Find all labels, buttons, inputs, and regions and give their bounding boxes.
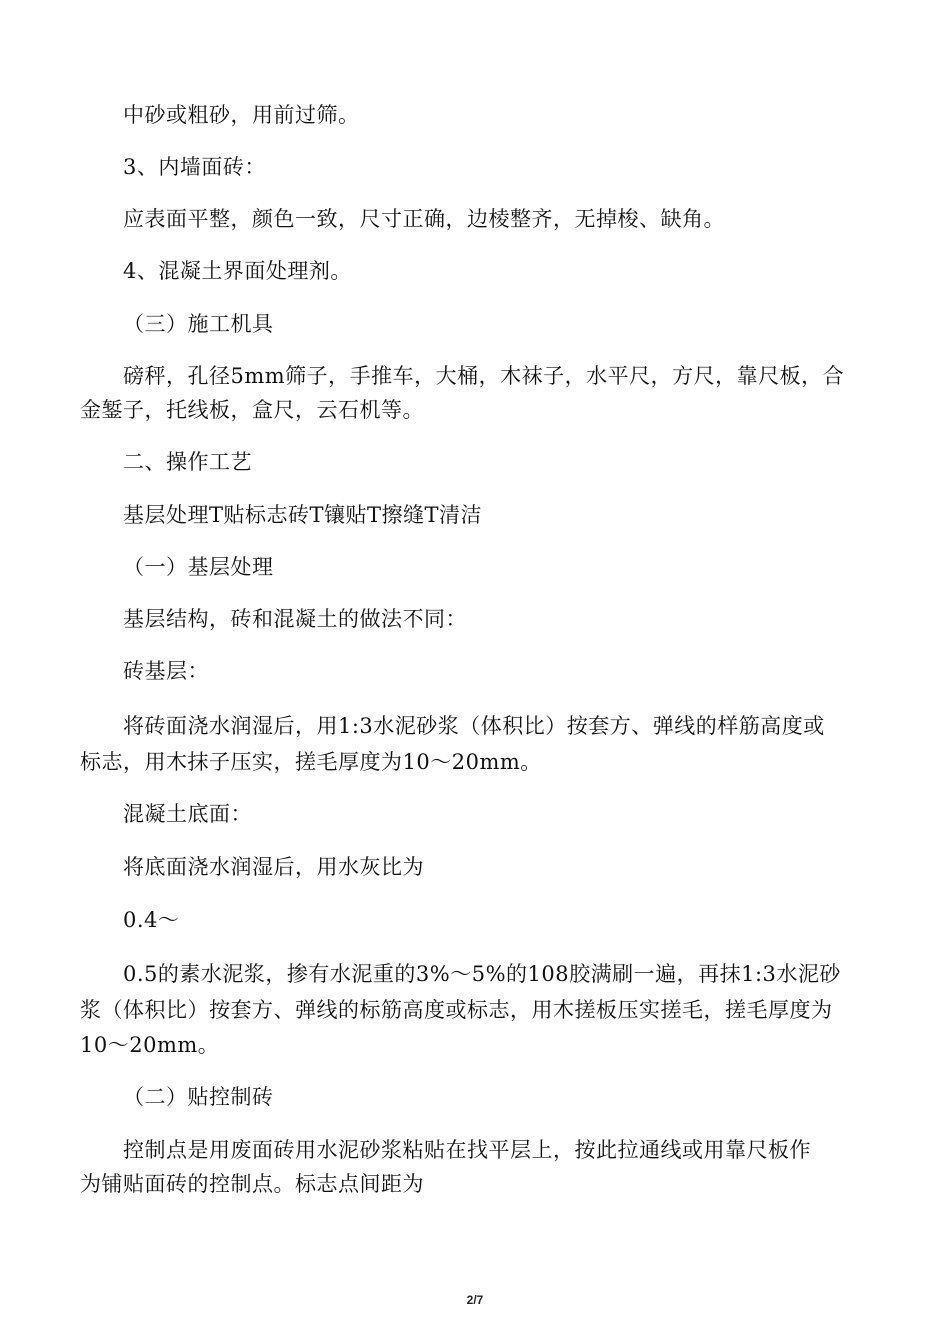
text-line: 控制点是用废面砖用水泥砂浆粘贴在找平层上，按此拉通线或用靠尺板作	[123, 1138, 811, 1162]
text-line: 砖基层：	[123, 659, 209, 683]
text-line: 基层处理T贴标志砖T镶贴T擦缝T清洁	[123, 503, 483, 527]
text-line: 磅秤，孔径5mm筛子，手推车，大桶，木袜子，水平尺，方尺，靠尺板，合	[123, 364, 845, 388]
text-line: 标志，用木抹子压实，搓毛厚度为10〜20mm。	[80, 750, 542, 774]
text-line: 混凝土底面：	[123, 802, 252, 826]
text-line: 中砂或粗砂，用前过筛。	[123, 103, 360, 127]
text-line: 0.5的素水泥浆，掺有水泥重的3%〜5%的108胶满刷一遍，再抹1:3水泥砂	[123, 962, 841, 986]
text-line: 4、混凝土界面处理剂。	[123, 259, 352, 283]
text-line: 将底面浇水润湿后，用水灰比为	[123, 855, 424, 879]
section-heading: （三）施工机具	[123, 312, 274, 336]
section-heading: 二、操作工艺	[123, 450, 252, 474]
text-line: 浆（体积比）按套方、弹线的标筋高度或标志，用木搓板压实搓毛，搓毛厚度为	[80, 998, 833, 1022]
text-line: 10〜20mm。	[80, 1033, 220, 1057]
text-line: 基层结构，砖和混凝土的做法不同：	[123, 607, 467, 631]
page-number: 2/7	[466, 1293, 484, 1307]
text-line: 金錾子，托线板，盒尺，云石机等。	[80, 398, 424, 422]
text-line: 3、内墙面砖：	[123, 155, 266, 179]
section-heading: （一）基层处理	[123, 555, 274, 579]
section-heading: （二）贴控制砖	[123, 1085, 274, 1109]
text-line: 0.4〜	[123, 908, 180, 932]
text-line: 将砖面浇水润湿后，用1:3水泥砂浆（体积比）按套方、弹线的样筋高度或	[123, 714, 825, 738]
text-line: 为铺贴面砖的控制点。标志点间距为	[80, 1172, 424, 1196]
text-line: 应表面平整，颜色一致，尺寸正确，边棱整齐，无掉梭、缺角。	[123, 207, 725, 231]
